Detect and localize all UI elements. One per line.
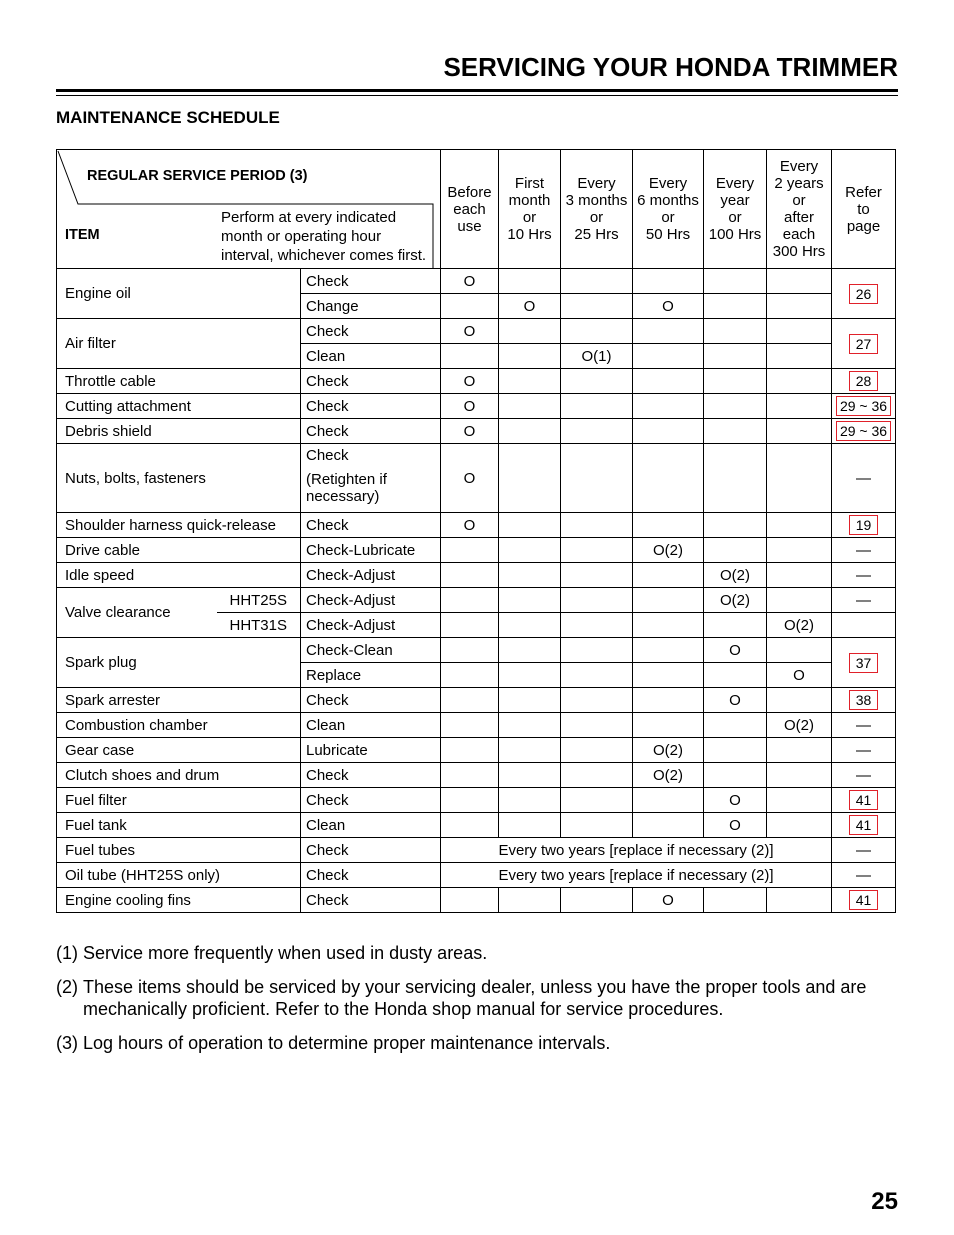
mark: O (441, 269, 499, 294)
col-every-3-months: Every 3 months or 25 Hrs (561, 150, 633, 269)
operation: Check-Adjust (301, 613, 441, 638)
operation: Check (301, 269, 441, 294)
item-name: Debris shield (57, 419, 301, 444)
page-ref: — (832, 444, 896, 513)
table-row (57, 269, 896, 294)
item-name: Fuel filter (57, 788, 301, 813)
col-every-year: Every year or 100 Hrs (704, 150, 767, 269)
page-ref: — (832, 588, 896, 613)
page-ref-link[interactable]: 28 (849, 371, 879, 391)
operation: Lubricate (301, 738, 441, 763)
operation: Change (301, 294, 441, 319)
table-row (57, 394, 896, 419)
title-rule (56, 89, 898, 92)
operation: Check (301, 688, 441, 713)
page-ref (832, 419, 896, 444)
item-name: Gear case (57, 738, 301, 763)
footnote-text: Log hours of operation to determine proper maintenance intervals. (83, 1033, 611, 1053)
table-row (57, 738, 896, 763)
page-ref-link[interactable]: 19 (849, 515, 879, 535)
footnote-number: (2) (56, 977, 78, 997)
page-ref (832, 269, 896, 319)
col-before-each-use: Before each use (441, 150, 499, 269)
page-ref (832, 788, 896, 813)
mark: O (633, 888, 704, 913)
table-row (57, 713, 896, 738)
table-row (57, 788, 896, 813)
interval-note: Perform at every indicated month or operating hour interval, whichever comes first. (221, 209, 427, 264)
page-ref (832, 319, 896, 369)
model-label: HHT31S (217, 613, 301, 638)
item-name: Spark arrester (57, 688, 301, 713)
mark: O (704, 638, 767, 663)
mark: O (441, 419, 499, 444)
footnote (56, 942, 898, 964)
title-rule-thin (56, 95, 898, 96)
table-row (57, 813, 896, 838)
operation: Check (301, 888, 441, 913)
page-ref-link[interactable]: 41 (849, 790, 879, 810)
operation: Check-Adjust (301, 563, 441, 588)
mark: O(2) (633, 538, 704, 563)
mark: O (767, 663, 832, 688)
table-row (57, 444, 896, 513)
footnotes (56, 942, 898, 1066)
page-ref-link[interactable]: 38 (849, 690, 879, 710)
page-ref (832, 394, 896, 419)
footnote (56, 976, 898, 1020)
operation: Check (301, 369, 441, 394)
operation: Check (301, 763, 441, 788)
page-ref (832, 813, 896, 838)
operation: Clean (301, 344, 441, 369)
footnote (56, 1032, 898, 1054)
page-ref (832, 369, 896, 394)
item-name: Throttle cable (57, 369, 301, 394)
page-ref: — (832, 863, 896, 888)
operation: Clean (301, 713, 441, 738)
table-row (57, 763, 896, 788)
mark: O (704, 788, 767, 813)
table-row (57, 513, 896, 538)
page-number: 25 (871, 1188, 898, 1215)
interval-note-span: Every two years [replace if necessary (2)] (441, 838, 832, 863)
item-name: Fuel tank (57, 813, 301, 838)
table-row (57, 638, 896, 663)
operation: Clean (301, 813, 441, 838)
page-ref-link[interactable]: 26 (849, 284, 879, 304)
mark: O (704, 688, 767, 713)
page-ref-link[interactable]: 29 ~ 36 (836, 396, 891, 416)
mark: O (441, 444, 499, 513)
page-ref (832, 638, 896, 688)
page-ref-link[interactable]: 27 (849, 334, 879, 354)
item-name: Oil tube (HHT25S only) (57, 863, 301, 888)
mark: O(2) (704, 588, 767, 613)
mark: O(2) (704, 563, 767, 588)
mark: O(2) (767, 613, 832, 638)
operation: Check (301, 513, 441, 538)
operation: Check-Clean (301, 638, 441, 663)
item-name: Valve clearance (57, 588, 217, 638)
item-name: Idle speed (57, 563, 301, 588)
page-ref: — (832, 738, 896, 763)
footnote-number: (1) (56, 943, 78, 963)
page-ref (832, 888, 896, 913)
item-name: Nuts, bolts, fasteners (57, 444, 301, 513)
col-every-2-years: Every 2 years or after each 300 Hrs (767, 150, 832, 269)
col-first-month: First month or 10 Hrs (499, 150, 561, 269)
col-every-6-months: Every 6 months or 50 Hrs (633, 150, 704, 269)
mark: O (499, 294, 561, 319)
item-name: Engine cooling fins (57, 888, 301, 913)
item-name: Air filter (57, 319, 301, 369)
mark: O(2) (633, 763, 704, 788)
page-ref-link[interactable]: 41 (849, 890, 879, 910)
table-row (57, 888, 896, 913)
header-corner-cell (57, 150, 441, 269)
page-title: SERVICING YOUR HONDA TRIMMER (443, 52, 898, 82)
mark: O (441, 369, 499, 394)
item-name: Fuel tubes (57, 838, 301, 863)
model-label: HHT25S (217, 588, 301, 613)
page-ref-link[interactable]: 29 ~ 36 (836, 421, 891, 441)
page-ref-link[interactable]: 37 (849, 653, 879, 673)
col-refer-to-page: Refer to page (832, 150, 896, 269)
item-name: Spark plug (57, 638, 301, 688)
item-name: Engine oil (57, 269, 301, 319)
page-ref-link[interactable]: 41 (849, 815, 879, 835)
table-row (57, 369, 896, 394)
section-heading: MAINTENANCE SCHEDULE (56, 108, 280, 127)
operation: Check (301, 419, 441, 444)
operation: Check (301, 788, 441, 813)
mark: O (704, 813, 767, 838)
table-row (57, 588, 896, 613)
header-row (57, 150, 896, 269)
operation: Check (Retighten if necessary) (301, 444, 441, 513)
table-row (57, 419, 896, 444)
footnote-number: (3) (56, 1033, 78, 1053)
mark: O (441, 394, 499, 419)
footnote-text: Service more frequently when used in dusty areas. (83, 943, 488, 963)
page-ref: — (832, 538, 896, 563)
operation: Check (301, 394, 441, 419)
page-ref (832, 513, 896, 538)
mark: O(2) (767, 713, 832, 738)
mark: O (441, 513, 499, 538)
page-ref: — (832, 763, 896, 788)
table-row (57, 863, 896, 888)
operation: Check (301, 863, 441, 888)
operation: Check-Adjust (301, 588, 441, 613)
mark: O(2) (633, 738, 704, 763)
item-name: Drive cable (57, 538, 301, 563)
mark: O (441, 319, 499, 344)
interval-note-span: Every two years [replace if necessary (2)] (441, 863, 832, 888)
item-name: Shoulder harness quick-release (57, 513, 301, 538)
page-ref (832, 688, 896, 713)
page-ref: — (832, 838, 896, 863)
page-ref: — (832, 713, 896, 738)
table-row (57, 563, 896, 588)
maintenance-schedule-table (56, 149, 896, 913)
page-ref: — (832, 563, 896, 588)
operation: Check-Lubricate (301, 538, 441, 563)
item-name: Combustion chamber (57, 713, 301, 738)
table-row (57, 319, 896, 344)
operation: Check (301, 319, 441, 344)
item-name: Cutting attachment (57, 394, 301, 419)
table-row (57, 538, 896, 563)
mark: O (633, 294, 704, 319)
table-row (57, 688, 896, 713)
table-row (57, 838, 896, 863)
item-column-label: ITEM (65, 227, 100, 243)
mark: O(1) (561, 344, 633, 369)
operation: Check (301, 838, 441, 863)
regular-service-period-label: REGULAR SERVICE PERIOD (3) (87, 168, 308, 184)
item-name: Clutch shoes and drum (57, 763, 301, 788)
footnote-text: These items should be serviced by your servicing dealer, unless you have the proper tools and are mechanically proficient. Refer to the Honda shop manual for service procedures. (83, 977, 867, 1019)
operation: Replace (301, 663, 441, 688)
